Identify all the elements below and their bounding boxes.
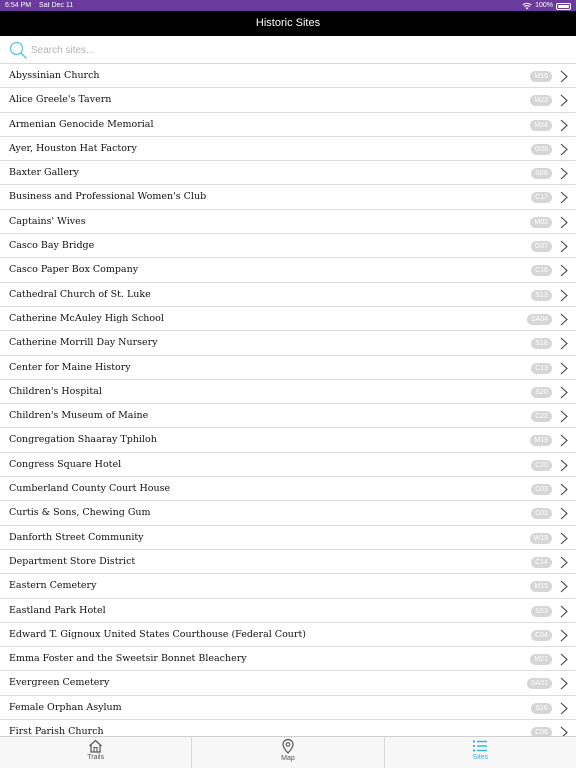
site-name: Danforth Street Community — [9, 531, 144, 543]
chevron-right-icon — [560, 313, 568, 326]
search-icon — [9, 41, 27, 59]
status-time-date — [5, 0, 73, 11]
site-name: Eastland Park Hotel — [9, 604, 106, 616]
site-code-badge: W19 — [530, 533, 552, 544]
chevron-right-icon — [560, 629, 568, 642]
site-code-badge: S13 — [531, 290, 552, 301]
site-name: Catherine Morrill Day Nursery — [9, 337, 158, 349]
chevron-right-icon — [560, 653, 568, 666]
page-title: Historic Sites — [255, 17, 321, 29]
list-item[interactable] — [0, 258, 576, 282]
list-icon — [472, 739, 488, 753]
site-code-badge: SA04 — [527, 314, 552, 325]
site-code-badge: S20 — [531, 387, 552, 398]
status-bar — [0, 0, 576, 11]
site-name: Department Store District — [9, 555, 136, 567]
site-name: Center for Maine History — [9, 361, 131, 373]
site-name: Catherine McAuley High School — [9, 312, 164, 324]
site-name: Cumberland County Court House — [9, 483, 171, 495]
chevron-right-icon — [560, 459, 568, 472]
site-code-badge: S03 — [531, 606, 552, 617]
site-name: First Parish Church — [9, 726, 104, 736]
site-code-badge: C13 — [531, 363, 552, 374]
battery-icon — [556, 3, 571, 10]
tab-sites[interactable] — [385, 737, 576, 768]
tab-trails[interactable] — [0, 737, 192, 768]
chevron-right-icon — [560, 483, 568, 496]
site-code-badge: C14 — [531, 557, 552, 568]
chevron-right-icon — [560, 605, 568, 618]
chevron-right-icon — [560, 434, 568, 447]
tab-bar — [0, 736, 576, 768]
site-code-badge: M02 — [530, 217, 552, 228]
wifi-icon — [522, 1, 532, 10]
site-name: Alice Greele's Tavern — [9, 94, 112, 106]
site-code-badge: S18 — [531, 338, 552, 349]
chevron-right-icon — [560, 580, 568, 593]
list-item[interactable] — [0, 647, 576, 671]
site-code-badge: C17 — [531, 192, 552, 203]
site-name: Abyssinian Church — [9, 70, 100, 81]
list-item[interactable] — [0, 210, 576, 234]
site-name: Congregation Shaaray Tphiloh — [9, 434, 157, 446]
site-name: Children's Hospital — [9, 385, 102, 397]
site-name: Children's Museum of Maine — [9, 410, 149, 422]
site-code-badge: S06 — [531, 168, 552, 179]
chevron-right-icon — [560, 362, 568, 375]
site-name: Eastern Cemetery — [9, 580, 97, 592]
nav-bar — [0, 11, 576, 36]
list-item[interactable] — [0, 331, 576, 355]
list-item[interactable] — [0, 404, 576, 428]
map-pin-icon — [282, 739, 294, 754]
site-name: Congress Square Hotel — [9, 458, 122, 470]
chevron-right-icon — [560, 264, 568, 277]
chevron-right-icon — [560, 337, 568, 350]
chevron-right-icon — [560, 507, 568, 520]
list-item[interactable] — [0, 185, 576, 209]
list-item[interactable] — [0, 428, 576, 452]
site-name: Female Orphan Asylum — [9, 701, 122, 713]
site-name: Emma Foster and the Sweetsir Bonnet Bleachery — [9, 653, 247, 665]
search-input[interactable] — [31, 41, 551, 59]
site-code-badge: C04 — [531, 630, 552, 641]
list-item[interactable] — [0, 720, 576, 736]
chevron-right-icon — [560, 556, 568, 569]
site-code-badge: M16 — [530, 71, 552, 82]
list-item[interactable] — [0, 599, 576, 623]
site-code-badge: S16 — [531, 703, 552, 714]
list-item[interactable] — [0, 574, 576, 598]
chevron-right-icon — [560, 216, 568, 229]
site-code-badge: C01 — [531, 508, 552, 519]
site-name: Ayer, Houston Hat Factory — [9, 142, 137, 154]
site-code-badge: M24 — [530, 120, 552, 131]
sites-list — [0, 64, 576, 736]
home-icon — [88, 739, 103, 753]
chevron-right-icon — [560, 386, 568, 399]
chevron-right-icon — [560, 70, 568, 83]
site-name: Casco Bay Bridge — [9, 240, 95, 252]
list-item[interactable] — [0, 526, 576, 550]
site-code-badge: C22 — [531, 411, 552, 422]
site-name: Captains' Wives — [9, 215, 86, 227]
status-date: Sat Dec 11 — [39, 2, 74, 9]
list-item[interactable] — [0, 64, 576, 88]
site-code-badge: M23 — [530, 95, 552, 106]
chevron-right-icon — [560, 94, 568, 107]
list-item[interactable] — [0, 501, 576, 525]
tab-label: Sites — [472, 754, 489, 761]
site-name: Curtis & Sons, Chewing Gum — [9, 507, 151, 519]
site-name: Casco Paper Box Company — [9, 264, 139, 276]
site-code-badge: C16 — [531, 265, 552, 276]
site-code-badge: G06 — [531, 144, 552, 155]
list-item[interactable] — [0, 477, 576, 501]
site-code-badge: C03 — [531, 484, 552, 495]
site-code-badge: SA01 — [527, 678, 552, 689]
site-name: Armenian Genocide Memorial — [9, 118, 154, 130]
site-name: Edward T. Gignoux United States Courthouse (Federal Court) — [9, 628, 306, 640]
chevron-right-icon — [560, 702, 568, 715]
chevron-right-icon — [560, 191, 568, 204]
chevron-right-icon — [560, 167, 568, 180]
search-bar — [0, 36, 576, 64]
site-code-badge: C06 — [531, 727, 552, 736]
site-code-badge: M19 — [530, 435, 552, 446]
site-code-badge: C20 — [531, 460, 552, 471]
list-item[interactable] — [0, 380, 576, 404]
tab-map[interactable] — [192, 737, 384, 768]
site-code-badge: G07 — [531, 241, 552, 252]
tab-label: Trails — [87, 754, 105, 761]
list-item[interactable] — [0, 671, 576, 695]
chevron-right-icon — [560, 410, 568, 423]
battery-percent: 100% — [535, 2, 553, 9]
list-item[interactable] — [0, 113, 576, 137]
chevron-right-icon — [560, 726, 568, 736]
list-item[interactable] — [0, 453, 576, 477]
tab-label: Map — [281, 755, 295, 762]
list-item[interactable] — [0, 307, 576, 331]
list-item[interactable] — [0, 161, 576, 185]
list-item[interactable] — [0, 283, 576, 307]
list-item[interactable] — [0, 234, 576, 258]
chevron-right-icon — [560, 143, 568, 156]
list-item[interactable] — [0, 88, 576, 112]
site-name: Baxter Gallery — [9, 167, 79, 179]
chevron-right-icon — [560, 289, 568, 302]
site-code-badge: M15 — [530, 581, 552, 592]
site-name: Business and Professional Women's Club — [9, 191, 207, 203]
list-item[interactable] — [0, 696, 576, 720]
list-item[interactable] — [0, 356, 576, 380]
chevron-right-icon — [560, 119, 568, 132]
list-item[interactable] — [0, 550, 576, 574]
site-name: Cathedral Church of St. Luke — [9, 288, 151, 300]
chevron-right-icon — [560, 532, 568, 545]
status-indicators — [522, 0, 571, 11]
site-code-badge: M21 — [530, 654, 552, 665]
list-item[interactable] — [0, 137, 576, 161]
chevron-right-icon — [560, 677, 568, 690]
status-time: 6:54 PM — [5, 2, 32, 9]
chevron-right-icon — [560, 240, 568, 253]
list-item[interactable] — [0, 623, 576, 647]
site-name: Evergreen Cemetery — [9, 677, 110, 689]
